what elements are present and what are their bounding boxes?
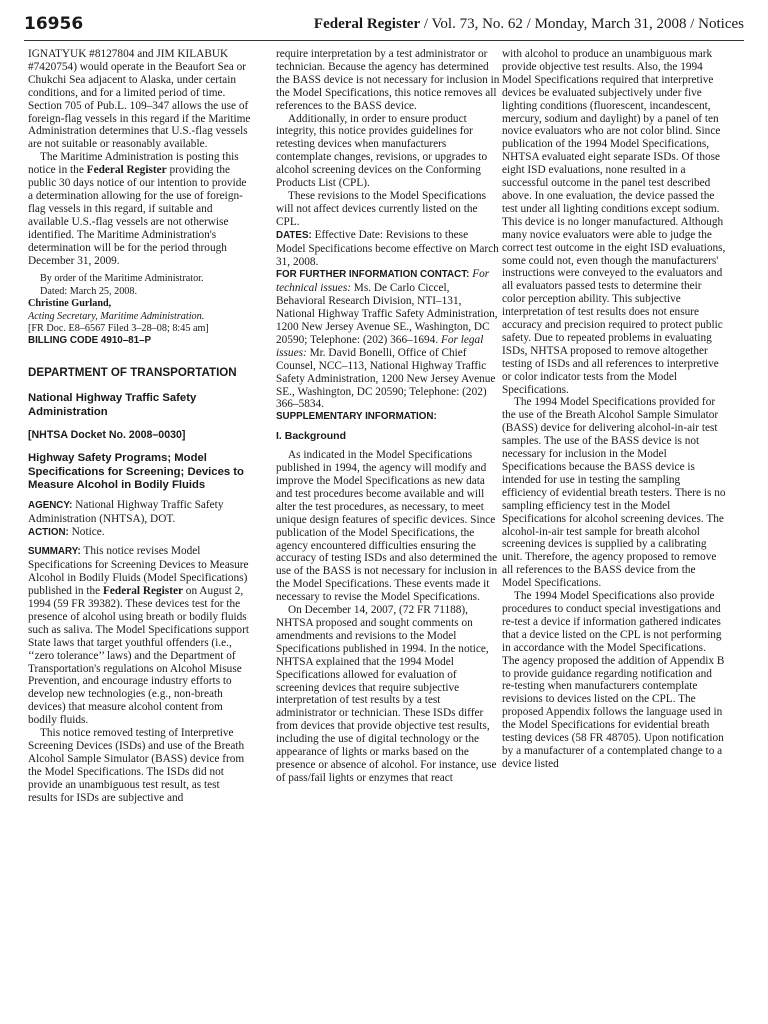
paragraph: The 1994 Model Specifications provided for the use of the Breath Alcohol Sample Simulator (BASS) device for delivering alcohol-in-air test samples. The use of the BASS device is not necessary for inclusion in the Model Specifications because the BASS device is intended for use in testing the sampling efficiency of evidential breath testers. There is no sampling efficiency test in the Model Specifications for alcohol screening devices. The alcohol-in-air test sample for breath alcohol screening devices is supplied by a calibrating unit. Therefore, the agency proposed to remove all references to the BASS device from the Model Specifications.: [502, 396, 726, 590]
section-heading: I. Background: [276, 430, 347, 443]
signer-title: Acting Secretary, Maritime Administration.: [28, 310, 205, 322]
department-heading: DEPARTMENT OF TRANSPORTATION: [28, 366, 237, 380]
page-number: 16956: [24, 14, 84, 34]
publication-name: Federal Register: [313, 16, 421, 32]
column-1: [28, 48, 252, 805]
paragraph: require interpretation by a test administrator or technician. Because the agency has determined the BASS device is not necessary for inclusion in the Model Specifications, this notice removes all references to the BASS device.: [276, 48, 500, 112]
paragraph: On December 14, 2007, (72 FR 71188), NHTSA proposed and sought comments on amendments and revisions to the Model Specifications published in 1994. In the notice, NHTSA explained that the 1994 Model Specifications allowed for evaluation of screening devices that require subjective interpretation of test results by a test administrator or technician. These ISDs differ from devices that provide objective test results, including the use of digital technology or the appearance of lights or marks based on the presence or absence of alcohol. For instance, use of pass/fail lights or enzymes that react: [276, 604, 497, 784]
contact-paragraph: FOR FURTHER INFORMATION CONTACT: For technical issues: Ms. De Carlo Ciccel, Behavioral Research Division, NTI–131, National Highway Traffic Safety Administration, 1200 New Jersey Avenue SE., Washington, DC 20590; Telephone: (202) 366–1694. For legal issues: Mr. David Bonelli, Office of Chief Counsel, NCC–113, National Highway Traffic Safety Administration, 1200 New Jersey Avenue SE., Washington, DC 20590; Telephone: (202) 366–5834.: [276, 268, 498, 411]
header-rule: [24, 40, 744, 41]
signer-name: Christine Gurland,: [28, 298, 112, 310]
agency-heading: National Highway Traffic Safety Administration: [28, 392, 197, 418]
docket-number: [NHTSA Docket No. 2008–0030]: [28, 429, 186, 442]
running-head: [314, 16, 744, 33]
paragraph: The 1994 Model Specifications also provide procedures to conduct special investigations and re-test a device if information gathered indicates that a device listed on the CPL is not performing in accordance with the Model Specifications. The agency proposed the addition of Appendix B to provide guidance regarding notification and re-testing when manufacturers contemplate revisions to devices listed on the CPL. The proposed Appendix follows the language used in the Model Specifications for evidential breath testing devices (58 FR 48705). Upon notification by a manufacturer of a contemplated change to a device listed: [502, 590, 725, 770]
dated-line: Dated: March 25, 2008.: [40, 285, 138, 297]
issue-info: / Vol. 73, No. 62 / Monday, March 31, 2008 / Notices: [420, 16, 744, 32]
order-line: By order of the Maritime Administrator.: [40, 273, 204, 285]
page-header: [24, 8, 744, 42]
billing-code: BILLING CODE 4910–81–P: [28, 335, 152, 347]
paragraph: This notice removed testing of Interpretive Screening Devices (ISDs) and use of the Breath Alcohol Sample Simulator (BASS) device from the Model Specifications. The ISDs did not provide an unambiguous test result, as test results for ISDs are subjective and: [28, 727, 245, 804]
agency-line: AGENCY: National Highway Traffic Safety Administration (NHTSA), DOT.: [28, 498, 224, 525]
paragraph: Additionally, in order to ensure product integrity, this notice provides guidelines for retesting devices when manufacturers contemplate changes, revisions, or upgrades to alcohol screening devices on the Conforming Products List (CPL).: [276, 112, 488, 190]
action-line: ACTION: Notice.: [28, 525, 105, 538]
column-3: [502, 48, 726, 771]
summary-paragraph: SUMMARY: This notice revises Model Specifications for Screening Devices to Measure Alcohol in Bodily Fluids (Model Specifications) published in the Federal Register on August 2, 1994 (59 FR 39382). These devices test for the presence of alcohol using breath or bodily fluids such as saliva. The Model Specifications support State laws that target youthful offenders (i.e., ‘‘zero tolerance’’ laws) and the Department of Transportation's regulations on Alcohol Misuse Prevention, and encourage industry efforts to develop new technologies (e.g., non-breath devices) that measure alcohol content from bodily fluids.: [28, 545, 249, 727]
column-2: [276, 48, 500, 785]
dates-paragraph: DATES: Effective Date: Revisions to these Model Specifications become effective on March 31, 2008.: [276, 228, 499, 268]
paragraph: with alcohol to produce an unambiguous mark provide objective test results. Also, the 1994 Model Specifications required that interpretive devices be evaluated subjectively under five lighting conditions (fluorescent, incandescent, mercury, sodium and daylight) by a panel of ten novice evaluators who are not color blind. Since publication of the 1994 Model Specifications, NHTSA evaluated eight separate ISDs. Of those eight ISD evaluations, none resulted in a successful outcome in the panel test described above. In one evaluation, the device passed the test under all lighting conditions except sodium. This device is no longer manufactured. Although many novice evaluators were able to judge the correct test outcome in the eight ISD evaluations, some could not, even though the manufacturers' instructions were conveyed to the evaluators and all evaluators passed tests to determine their color perception ability. This subjective interpretation of test results does not ensure accuracy and precision required to protect public safety. Due to repeated problems in evaluating ISDs, NHTSA proposed to remove altogether testing of ISDs and all references to interpretive or color indicator tests from the Model Specifications.: [502, 48, 726, 396]
paragraph: IGNATYUK #8127804 and JIM KILABUK #7420754) would operate in the Beaufort Sea or Chukchi Sea adjacent to Alaska, under certain conditions, and for a limited period of time. Section 705 of Pub.L. 109–347 allows the use of foreign-flag vessels in this regard if the Maritime Administration determines that U.S.-flag vessels are not suitable or reasonably available.: [28, 48, 251, 151]
supplementary-heading: SUPPLEMENTARY INFORMATION:: [276, 411, 437, 423]
fr-doc-line: [FR Doc. E8–6567 Filed 3–28–08; 8:45 am]: [28, 323, 209, 334]
paragraph: As indicated in the Model Specifications published in 1994, the agency will modify and improve the Model Specifications as new data and test procedures become available and will alter the test procedures, as necessary, to meet unique design features of specific devices. Since publication of the Model Specifications, the agency encountered difficulties ensuring the accuracy of testing ISDs and also determined the use of the BASS is not necessary for inclusion in the Model Specifications. These events made it necessary to revise the Model Specifications.: [276, 449, 498, 604]
paragraph: The Maritime Administration is posting this notice in the Federal Register providing the public 30 days notice of our intention to provide a determination allowing for the use of foreign-flag vessels in this regard, if suitable and available U.S.-flag vessels are not otherwise identified. The Maritime Administration's determination will be for the period through December 31, 2009.: [28, 151, 247, 267]
paragraph: These revisions to the Model Specifications will not affect devices currently listed on the CPL.: [276, 189, 486, 228]
document-title: Highway Safety Programs; Model Specifications for Screening; Devices to Measure Alcohol in Bodily Fluids: [28, 452, 244, 492]
